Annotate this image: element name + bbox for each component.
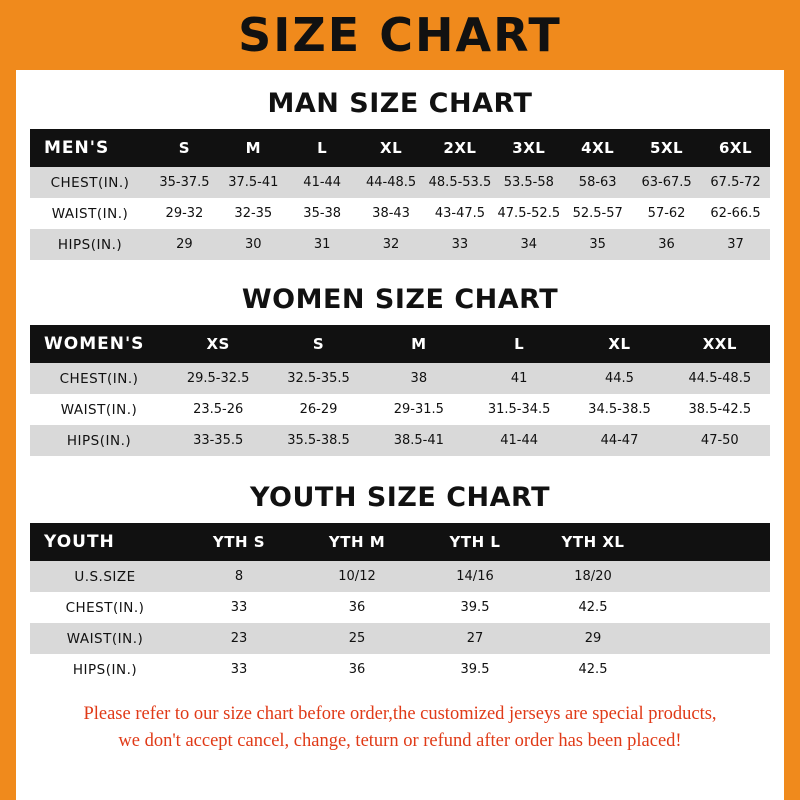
man-header-cell-9: 6XL	[701, 129, 770, 167]
women-row-2-cell-0: 33-35.5	[168, 425, 268, 456]
women-row-0-cell-1: 32.5-35.5	[268, 363, 368, 394]
youth-row-2-cell-2: 27	[416, 623, 534, 654]
table-row	[30, 229, 770, 260]
women-row-0-label: CHEST(IN.)	[30, 363, 168, 394]
women-row-1-cell-0: 23.5-26	[168, 394, 268, 425]
table-header-row	[30, 523, 770, 561]
women-header-cell-3: M	[369, 325, 469, 363]
man-row-1-cell-4: 43-47.5	[426, 198, 495, 229]
youth-header-cell-spacer	[652, 523, 770, 561]
man-row-1-cell-1: 32-35	[219, 198, 288, 229]
table-row	[30, 425, 770, 456]
man-row-2-cell-0: 29	[150, 229, 219, 260]
youth-row-1-cell-0: 33	[180, 592, 298, 623]
women-row-2-cell-5: 47-50	[670, 425, 770, 456]
youth-header-cell-2: YTH M	[298, 523, 416, 561]
table-header-row	[30, 129, 770, 167]
man-row-2-cell-6: 35	[563, 229, 632, 260]
youth-row-1-label: CHEST(IN.)	[30, 592, 180, 623]
women-row-1-cell-3: 31.5-34.5	[469, 394, 569, 425]
man-header-cell-7: 4XL	[563, 129, 632, 167]
youth-row-0-cell-1: 10/12	[298, 561, 416, 592]
youth-header-cell-0: YOUTH	[30, 523, 180, 561]
youth-section-title: YOUTH SIZE CHART	[249, 482, 551, 513]
youth-header-cell-3: YTH L	[416, 523, 534, 561]
man-row-0-cell-1: 37.5-41	[219, 167, 288, 198]
man-row-0-cell-2: 41-44	[288, 167, 357, 198]
women-row-0-cell-3: 41	[469, 363, 569, 394]
man-header-cell-6: 3XL	[494, 129, 563, 167]
women-header-cell-6: XXL	[670, 325, 770, 363]
man-row-0-cell-5: 53.5-58	[494, 167, 563, 198]
youth-row-0-cell-3: 18/20	[534, 561, 652, 592]
man-header-cell-3: L	[288, 129, 357, 167]
footer-note	[30, 701, 770, 755]
women-row-1-label: WAIST(IN.)	[30, 394, 168, 425]
man-row-1-cell-3: 38-43	[357, 198, 426, 229]
youth-row-2-cell-spacer	[652, 623, 770, 654]
man-row-0-label: CHEST(IN.)	[30, 167, 150, 198]
footer-note-line-1: Please refer to our size chart before order,the customized jerseys are special products,	[83, 704, 717, 724]
page-title: SIZE CHART	[238, 8, 562, 62]
man-row-2-cell-3: 32	[357, 229, 426, 260]
man-row-1-cell-6: 52.5-57	[563, 198, 632, 229]
man-table-header	[30, 129, 770, 167]
women-row-0-cell-4: 44.5	[569, 363, 669, 394]
table-row	[30, 592, 770, 623]
women-header-cell-4: L	[469, 325, 569, 363]
women-row-1-cell-5: 38.5-42.5	[670, 394, 770, 425]
women-row-1-cell-4: 34.5-38.5	[569, 394, 669, 425]
man-header-cell-2: M	[219, 129, 288, 167]
youth-row-3-cell-0: 33	[180, 654, 298, 685]
man-row-2-cell-5: 34	[494, 229, 563, 260]
table-row	[30, 623, 770, 654]
women-table-body	[30, 363, 770, 456]
women-row-1-cell-1: 26-29	[268, 394, 368, 425]
women-header-cell-0: WOMEN'S	[30, 325, 168, 363]
youth-row-3-cell-spacer	[652, 654, 770, 685]
women-row-0-cell-2: 38	[369, 363, 469, 394]
table-header-row	[30, 325, 770, 363]
man-header-cell-4: XL	[357, 129, 426, 167]
youth-row-0-cell-spacer	[652, 561, 770, 592]
table-row	[30, 654, 770, 685]
youth-row-1-cell-3: 42.5	[534, 592, 652, 623]
man-row-2-cell-4: 33	[426, 229, 495, 260]
youth-size-table	[30, 523, 770, 685]
table-row	[30, 394, 770, 425]
women-size-table	[30, 325, 770, 456]
youth-row-0-label: U.S.SIZE	[30, 561, 180, 592]
man-row-2-cell-1: 30	[219, 229, 288, 260]
youth-row-2-cell-1: 25	[298, 623, 416, 654]
chart-content	[16, 88, 784, 755]
table-row	[30, 561, 770, 592]
man-row-0-cell-0: 35-37.5	[150, 167, 219, 198]
youth-row-1-cell-1: 36	[298, 592, 416, 623]
man-row-0-cell-3: 44-48.5	[357, 167, 426, 198]
youth-row-2-label: WAIST(IN.)	[30, 623, 180, 654]
man-row-1-cell-0: 29-32	[150, 198, 219, 229]
table-row	[30, 167, 770, 198]
man-row-1-cell-2: 35-38	[288, 198, 357, 229]
youth-row-1-cell-2: 39.5	[416, 592, 534, 623]
man-header-cell-8: 5XL	[632, 129, 701, 167]
women-row-2-label: HIPS(IN.)	[30, 425, 168, 456]
women-row-2-cell-3: 41-44	[469, 425, 569, 456]
women-row-2-cell-4: 44-47	[569, 425, 669, 456]
man-row-2-cell-2: 31	[288, 229, 357, 260]
man-header-cell-5: 2XL	[426, 129, 495, 167]
table-row	[30, 198, 770, 229]
youth-row-0-cell-2: 14/16	[416, 561, 534, 592]
page-banner	[16, 0, 784, 70]
youth-row-3-cell-2: 39.5	[416, 654, 534, 685]
man-row-1-cell-8: 62-66.5	[701, 198, 770, 229]
youth-header-cell-1: YTH S	[180, 523, 298, 561]
youth-row-2-cell-3: 29	[534, 623, 652, 654]
women-section-title: WOMEN SIZE CHART	[241, 284, 559, 315]
women-row-0-cell-5: 44.5-48.5	[670, 363, 770, 394]
youth-row-3-label: HIPS(IN.)	[30, 654, 180, 685]
man-header-cell-1: S	[150, 129, 219, 167]
man-row-2-cell-7: 36	[632, 229, 701, 260]
youth-row-2-cell-0: 23	[180, 623, 298, 654]
man-row-1-cell-7: 57-62	[632, 198, 701, 229]
women-header-cell-5: XL	[569, 325, 669, 363]
youth-table-body	[30, 561, 770, 685]
women-header-cell-1: XS	[168, 325, 268, 363]
women-table-header	[30, 325, 770, 363]
youth-row-3-cell-3: 42.5	[534, 654, 652, 685]
women-row-1-cell-2: 29-31.5	[369, 394, 469, 425]
man-row-0-cell-6: 58-63	[563, 167, 632, 198]
youth-header-cell-4: YTH XL	[534, 523, 652, 561]
youth-row-3-cell-1: 36	[298, 654, 416, 685]
man-size-table	[30, 129, 770, 260]
women-row-0-cell-0: 29.5-32.5	[168, 363, 268, 394]
man-row-0-cell-8: 67.5-72	[701, 167, 770, 198]
women-header-cell-2: S	[268, 325, 368, 363]
man-row-0-cell-7: 63-67.5	[632, 167, 701, 198]
man-row-1-cell-5: 47.5-52.5	[494, 198, 563, 229]
man-row-2-cell-8: 37	[701, 229, 770, 260]
footer-note-line-2: we don't accept cancel, change, teturn or refund after order has been placed!	[118, 730, 682, 751]
youth-row-1-cell-spacer	[652, 592, 770, 623]
youth-row-0-cell-0: 8	[180, 561, 298, 592]
man-header-cell-0: MEN'S	[30, 129, 150, 167]
man-table-body	[30, 167, 770, 260]
man-row-2-label: HIPS(IN.)	[30, 229, 150, 260]
table-row	[30, 363, 770, 394]
man-section-title: MAN SIZE CHART	[267, 88, 533, 119]
women-row-2-cell-1: 35.5-38.5	[268, 425, 368, 456]
youth-table-header	[30, 523, 770, 561]
man-row-0-cell-4: 48.5-53.5	[426, 167, 495, 198]
women-row-2-cell-2: 38.5-41	[369, 425, 469, 456]
man-row-1-label: WAIST(IN.)	[30, 198, 150, 229]
